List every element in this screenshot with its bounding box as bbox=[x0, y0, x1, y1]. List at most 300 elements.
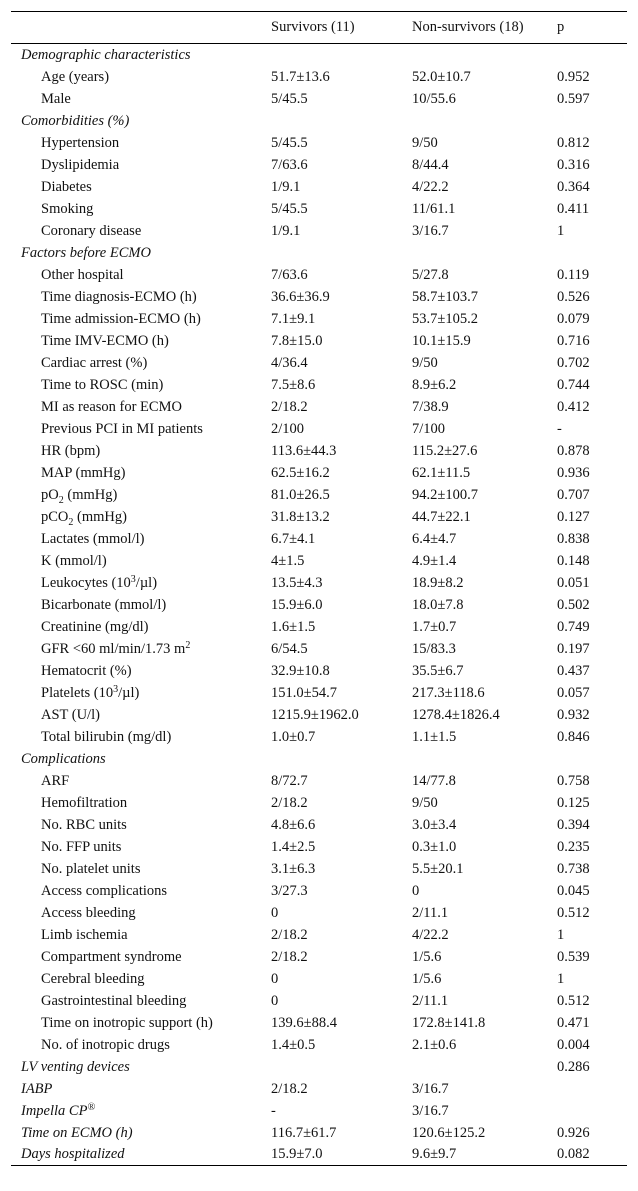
p-value: 0.411 bbox=[557, 200, 590, 217]
non-survivors-value: 120.6±125.2 bbox=[412, 1124, 486, 1141]
section-label bbox=[11, 1056, 261, 1078]
p-value: 0.082 bbox=[547, 1144, 627, 1166]
survivors-value: 62.5±16.2 bbox=[271, 464, 330, 481]
row-label-text: MAP (mmHg) bbox=[41, 464, 126, 481]
comparison-table bbox=[11, 11, 627, 1166]
p-value: 0.127 bbox=[557, 508, 590, 525]
row-label-text: Days hospitalized bbox=[21, 1146, 125, 1163]
non-survivors-value bbox=[402, 44, 547, 66]
p-value: 0.597 bbox=[557, 90, 590, 107]
survivors-value: 4.8±6.6 bbox=[271, 816, 316, 833]
p-value: 0.437 bbox=[557, 662, 590, 679]
row-label bbox=[11, 858, 261, 880]
table-row bbox=[11, 880, 627, 902]
non-survivors-value: 10/55.6 bbox=[412, 90, 456, 107]
row-label bbox=[11, 264, 261, 286]
survivors-value: 81.0±26.5 bbox=[271, 486, 330, 503]
non-survivors-value: 8.9±6.2 bbox=[412, 376, 457, 393]
survivors-value: 4±1.5 bbox=[271, 552, 305, 569]
row-label bbox=[11, 418, 261, 440]
survivors-value: 7.1±9.1 bbox=[271, 310, 316, 327]
non-survivors-value: 9/50 bbox=[412, 794, 438, 811]
row-label bbox=[11, 726, 261, 748]
row-label-suffix: /µl) bbox=[135, 574, 158, 591]
row-label-suffix: (mmHg) bbox=[63, 486, 118, 503]
p-value bbox=[547, 748, 627, 770]
row-label-text: Compartment syndrome bbox=[41, 948, 182, 965]
row-label bbox=[11, 814, 261, 836]
p-value: 0.702 bbox=[557, 354, 590, 371]
survivors-value: 139.6±88.4 bbox=[271, 1014, 337, 1031]
row-label-text: Complications bbox=[21, 750, 106, 767]
row-label-text: Hypertension bbox=[41, 134, 120, 151]
survivors-value: 3/27.3 bbox=[271, 882, 308, 899]
row-label-text: Diabetes bbox=[41, 178, 92, 195]
non-survivors-value: 18.0±7.8 bbox=[412, 596, 464, 613]
non-survivors-value: 9/50 bbox=[412, 134, 438, 151]
table-row bbox=[11, 264, 627, 286]
table-row bbox=[11, 990, 627, 1012]
p-value: 0.079 bbox=[557, 310, 590, 327]
row-label bbox=[11, 594, 261, 616]
survivors-value: 151.0±54.7 bbox=[271, 684, 337, 701]
survivors-value: 0 bbox=[271, 970, 279, 987]
table-row bbox=[11, 968, 627, 990]
table-row bbox=[11, 418, 627, 440]
survivors-value: 1/9.1 bbox=[271, 178, 301, 195]
survivors-value: 36.6±36.9 bbox=[271, 288, 330, 305]
table-row bbox=[11, 132, 627, 154]
row-label bbox=[11, 902, 261, 924]
row-label bbox=[11, 1012, 261, 1034]
row-label bbox=[11, 66, 261, 88]
row-label bbox=[11, 770, 261, 792]
table-row bbox=[11, 836, 627, 858]
header-p-value: p bbox=[547, 12, 627, 44]
table-row bbox=[11, 682, 627, 704]
table-row bbox=[11, 1012, 627, 1034]
non-survivors-value: 1.1±1.5 bbox=[412, 728, 457, 745]
non-survivors-value: 35.5±6.7 bbox=[412, 662, 464, 679]
row-label-text: IABP bbox=[21, 1080, 53, 1097]
non-survivors-value bbox=[402, 110, 547, 132]
p-value: 0.197 bbox=[557, 640, 590, 657]
table-row bbox=[11, 66, 627, 88]
survivors-value bbox=[261, 242, 402, 264]
p-value bbox=[547, 1078, 627, 1100]
row-label-text: Smoking bbox=[41, 200, 94, 217]
p-value: 0.749 bbox=[557, 618, 590, 635]
table-body bbox=[11, 44, 627, 1166]
row-label-text: MI as reason for ECMO bbox=[41, 398, 182, 415]
survivors-value bbox=[261, 748, 402, 770]
survivors-value: - bbox=[271, 1102, 276, 1119]
section-label bbox=[11, 1122, 261, 1144]
p-value bbox=[547, 242, 627, 264]
section-row bbox=[11, 1122, 627, 1144]
row-label bbox=[11, 528, 261, 550]
section-label bbox=[11, 110, 261, 132]
table-row bbox=[11, 396, 627, 418]
non-survivors-value bbox=[402, 748, 547, 770]
row-label-text: Hemofiltration bbox=[41, 794, 128, 811]
p-value: 0.051 bbox=[557, 574, 590, 591]
section-label bbox=[11, 44, 261, 66]
row-label-text: Dyslipidemia bbox=[41, 156, 120, 173]
row-label-text: No. of inotropic drugs bbox=[41, 1036, 170, 1053]
section-row bbox=[11, 110, 627, 132]
row-label-text: Previous PCI in MI patients bbox=[41, 420, 203, 437]
non-survivors-value: 4/22.2 bbox=[412, 178, 449, 195]
non-survivors-value: 2/11.1 bbox=[412, 992, 449, 1009]
non-survivors-value: 5/27.8 bbox=[412, 266, 449, 283]
row-label bbox=[11, 220, 261, 242]
row-label-text: Hematocrit (%) bbox=[41, 662, 132, 679]
non-survivors-value: 7/38.9 bbox=[412, 398, 449, 415]
non-survivors-value bbox=[402, 1056, 547, 1078]
survivors-value: 5/45.5 bbox=[271, 90, 308, 107]
non-survivors-value: 217.3±118.6 bbox=[412, 684, 485, 701]
row-label bbox=[11, 968, 261, 990]
row-label bbox=[11, 176, 261, 198]
non-survivors-value: 3/16.7 bbox=[412, 1102, 449, 1119]
non-survivors-value: 3.0±3.4 bbox=[412, 816, 457, 833]
table-row bbox=[11, 176, 627, 198]
p-value: 0.926 bbox=[557, 1124, 590, 1141]
p-value: 0.412 bbox=[557, 398, 590, 415]
survivors-value: 51.7±13.6 bbox=[271, 68, 330, 85]
survivors-value: 116.7±61.7 bbox=[271, 1124, 337, 1141]
table-row bbox=[11, 550, 627, 572]
survivors-value: 13.5±4.3 bbox=[271, 574, 323, 591]
survivors-value: 1.6±1.5 bbox=[271, 618, 316, 635]
row-label-text: pCO bbox=[41, 508, 69, 525]
data-table-container bbox=[11, 11, 627, 1166]
row-label bbox=[11, 792, 261, 814]
section-row bbox=[11, 1078, 627, 1100]
survivors-value: 1.4±2.5 bbox=[271, 838, 316, 855]
survivors-value: 2/18.2 bbox=[271, 926, 308, 943]
row-label bbox=[11, 308, 261, 330]
p-value: 0.846 bbox=[557, 728, 590, 745]
section-row bbox=[11, 1144, 627, 1166]
table-row bbox=[11, 924, 627, 946]
table-row bbox=[11, 462, 627, 484]
p-value bbox=[547, 44, 627, 66]
row-label-text: Time diagnosis-ECMO (h) bbox=[41, 288, 197, 305]
row-label-text: Time on inotropic support (h) bbox=[41, 1014, 213, 1031]
survivors-value: 15.9±6.0 bbox=[271, 596, 323, 613]
p-value: 0.738 bbox=[557, 860, 590, 877]
non-survivors-value: 11/61.1 bbox=[412, 200, 456, 217]
section-row bbox=[11, 44, 627, 66]
non-survivors-value: 18.9±8.2 bbox=[412, 574, 464, 591]
non-survivors-value: 10.1±15.9 bbox=[412, 332, 471, 349]
table-row bbox=[11, 638, 627, 660]
table-row bbox=[11, 440, 627, 462]
section-label bbox=[11, 1078, 261, 1100]
section-label bbox=[11, 1100, 261, 1122]
row-label-text: LV venting devices bbox=[21, 1058, 130, 1075]
non-survivors-value: 14/77.8 bbox=[412, 772, 456, 789]
row-label-text: GFR <60 ml/min/1.73 m bbox=[41, 640, 186, 657]
survivors-value bbox=[261, 44, 402, 66]
p-value: 1 bbox=[557, 222, 565, 239]
non-survivors-value: 15/83.3 bbox=[412, 640, 456, 657]
row-label-text: Platelets (10 bbox=[41, 684, 114, 701]
survivors-value: 2/18.2 bbox=[271, 948, 308, 965]
non-survivors-value: 4/22.2 bbox=[412, 926, 449, 943]
p-value: 0.758 bbox=[557, 772, 590, 789]
row-label-superscript: 3 bbox=[130, 573, 136, 585]
p-value: 0.148 bbox=[557, 552, 590, 569]
survivors-value: 0 bbox=[271, 904, 279, 921]
section-row bbox=[11, 1100, 627, 1122]
table-row bbox=[11, 858, 627, 880]
survivors-value: 4/36.4 bbox=[271, 354, 308, 371]
row-label-subscript: 2 bbox=[68, 516, 74, 528]
row-label-text: No. platelet units bbox=[41, 860, 141, 877]
row-label bbox=[11, 374, 261, 396]
section-row bbox=[11, 242, 627, 264]
row-label bbox=[11, 990, 261, 1012]
row-label-text: Cardiac arrest (%) bbox=[41, 354, 148, 371]
table-row bbox=[11, 330, 627, 352]
row-label-text: Time admission-ECMO (h) bbox=[41, 310, 201, 327]
non-survivors-value: 94.2±100.7 bbox=[412, 486, 478, 503]
p-value: 0.512 bbox=[557, 904, 590, 921]
row-label bbox=[11, 550, 261, 572]
row-label-text: Total bilirubin (mg/dl) bbox=[41, 728, 172, 745]
survivors-value: 2/18.2 bbox=[271, 794, 308, 811]
row-label-text: Creatinine (mg/dl) bbox=[41, 618, 149, 635]
table-row bbox=[11, 88, 627, 110]
non-survivors-value: 4.9±1.4 bbox=[412, 552, 457, 569]
row-label-text: Factors before ECMO bbox=[21, 244, 151, 261]
survivors-value: 6.7±4.1 bbox=[271, 530, 316, 547]
survivors-value bbox=[261, 1056, 402, 1078]
row-label bbox=[11, 198, 261, 220]
p-value: 0.286 bbox=[557, 1058, 590, 1075]
row-label bbox=[11, 946, 261, 968]
survivors-value: 2/18.2 bbox=[271, 398, 308, 415]
table-row bbox=[11, 770, 627, 792]
non-survivors-value: 172.8±141.8 bbox=[412, 1014, 486, 1031]
row-label-text: HR (bpm) bbox=[41, 442, 101, 459]
row-label-text: Impella CP bbox=[21, 1102, 88, 1119]
row-label bbox=[11, 154, 261, 176]
survivors-value: 3.1±6.3 bbox=[271, 860, 316, 877]
non-survivors-value: 1/5.6 bbox=[412, 948, 442, 965]
row-label bbox=[11, 880, 261, 902]
row-label-text: Other hospital bbox=[41, 266, 124, 283]
non-survivors-value: 3/16.7 bbox=[412, 1080, 449, 1097]
row-label-text: Coronary disease bbox=[41, 222, 142, 239]
row-label bbox=[11, 1034, 261, 1056]
section-label bbox=[11, 1144, 261, 1166]
row-label bbox=[11, 396, 261, 418]
non-survivors-value: 7/100 bbox=[412, 420, 446, 437]
p-value: 0.502 bbox=[557, 596, 590, 613]
non-survivors-value: 58.7±103.7 bbox=[412, 288, 478, 305]
non-survivors-value: 2/11.1 bbox=[412, 904, 449, 921]
section-row bbox=[11, 748, 627, 770]
row-label-text: K (mmol/l) bbox=[41, 552, 107, 569]
survivors-value: 1.4±0.5 bbox=[271, 1036, 316, 1053]
row-label-suffix: /µl) bbox=[118, 684, 140, 701]
p-value bbox=[547, 110, 627, 132]
row-label bbox=[11, 924, 261, 946]
table-row bbox=[11, 154, 627, 176]
row-label bbox=[11, 638, 261, 660]
non-survivors-value: 6.4±4.7 bbox=[412, 530, 457, 547]
survivors-value bbox=[261, 110, 402, 132]
non-survivors-value: 2.1±0.6 bbox=[412, 1036, 457, 1053]
row-label-superscript: ® bbox=[87, 1101, 96, 1113]
p-value: 0.119 bbox=[557, 266, 590, 283]
table-header-row bbox=[11, 12, 627, 44]
non-survivors-value: 9/50 bbox=[412, 354, 438, 371]
p-value: 0.364 bbox=[557, 178, 590, 195]
row-label bbox=[11, 440, 261, 462]
p-value: 0.057 bbox=[557, 684, 590, 701]
row-label-text: ARF bbox=[41, 772, 70, 789]
section-label bbox=[11, 242, 261, 264]
row-label-text: Time IMV-ECMO (h) bbox=[41, 332, 169, 349]
table-row bbox=[11, 528, 627, 550]
table-row bbox=[11, 726, 627, 748]
row-label-suffix: (mmHg) bbox=[73, 508, 127, 525]
row-label bbox=[11, 462, 261, 484]
row-label-text: Access complications bbox=[41, 882, 168, 899]
row-label-subscript: 2 bbox=[58, 494, 64, 506]
row-label bbox=[11, 682, 261, 704]
p-value: 0.045 bbox=[557, 882, 590, 899]
survivors-value: 2/100 bbox=[271, 420, 305, 437]
p-value bbox=[547, 1100, 627, 1122]
p-value: 0.004 bbox=[557, 1036, 590, 1053]
non-survivors-value: 3/16.7 bbox=[412, 222, 449, 239]
row-label-text: No. RBC units bbox=[41, 816, 127, 833]
row-label bbox=[11, 506, 261, 528]
row-label bbox=[11, 660, 261, 682]
row-label-text: Male bbox=[41, 90, 71, 107]
p-value: 0.707 bbox=[557, 486, 590, 503]
survivors-value: 7.8±15.0 bbox=[271, 332, 323, 349]
row-label-text: Limb ischemia bbox=[41, 926, 128, 943]
survivors-value: 7/63.6 bbox=[271, 266, 308, 283]
table-row bbox=[11, 814, 627, 836]
survivors-value: 7/63.6 bbox=[271, 156, 308, 173]
p-value: 0.512 bbox=[557, 992, 590, 1009]
row-label-text: Demographic characteristics bbox=[21, 47, 191, 64]
table-row bbox=[11, 352, 627, 374]
section-row bbox=[11, 1056, 627, 1078]
table-row bbox=[11, 660, 627, 682]
section-label bbox=[11, 748, 261, 770]
row-label-text: Cerebral bleeding bbox=[41, 970, 145, 987]
row-label bbox=[11, 572, 261, 594]
row-label-text: Leukocytes (10 bbox=[41, 574, 131, 591]
survivors-value: 5/45.5 bbox=[271, 134, 308, 151]
p-value: 0.394 bbox=[557, 816, 590, 833]
table-row bbox=[11, 594, 627, 616]
non-survivors-value: 52.0±10.7 bbox=[412, 68, 471, 85]
table-row bbox=[11, 572, 627, 594]
table-row bbox=[11, 616, 627, 638]
p-value: 1 bbox=[557, 926, 565, 943]
row-label bbox=[11, 132, 261, 154]
table-row bbox=[11, 484, 627, 506]
table-row bbox=[11, 198, 627, 220]
row-label bbox=[11, 836, 261, 858]
row-label-text: Age (years) bbox=[41, 68, 110, 85]
row-label-text: Bicarbonate (mmol/l) bbox=[41, 596, 167, 613]
row-label-text: No. FFP units bbox=[41, 838, 122, 855]
table-row bbox=[11, 946, 627, 968]
p-value: 0.932 bbox=[557, 706, 590, 723]
row-label-superscript: 2 bbox=[185, 639, 191, 651]
table-row bbox=[11, 1034, 627, 1056]
survivors-value: 1/9.1 bbox=[271, 222, 301, 239]
p-value: 0.526 bbox=[557, 288, 590, 305]
non-survivors-value: 44.7±22.1 bbox=[412, 508, 471, 525]
p-value: 0.952 bbox=[557, 68, 590, 85]
non-survivors-value: 53.7±105.2 bbox=[412, 310, 478, 327]
p-value: 0.716 bbox=[557, 332, 590, 349]
p-value: 0.812 bbox=[557, 134, 590, 151]
survivors-value: 15.9±7.0 bbox=[261, 1144, 402, 1166]
non-survivors-value: 8/44.4 bbox=[412, 156, 449, 173]
row-label-text: Time on ECMO (h) bbox=[21, 1124, 133, 1141]
non-survivors-value: 0 bbox=[412, 882, 420, 899]
survivors-value: 0 bbox=[271, 992, 279, 1009]
survivors-value: 8/72.7 bbox=[271, 772, 308, 789]
non-survivors-value: 1/5.6 bbox=[412, 970, 442, 987]
p-value: 0.936 bbox=[557, 464, 590, 481]
row-label bbox=[11, 484, 261, 506]
row-label-text: Access bleeding bbox=[41, 904, 136, 921]
row-label-text: Gastrointestinal bleeding bbox=[41, 992, 187, 1009]
p-value: 0.744 bbox=[557, 376, 590, 393]
survivors-value: 7.5±8.6 bbox=[271, 376, 316, 393]
non-survivors-value: 5.5±20.1 bbox=[412, 860, 464, 877]
row-label bbox=[11, 616, 261, 638]
table-row bbox=[11, 286, 627, 308]
row-label bbox=[11, 330, 261, 352]
p-value: 0.235 bbox=[557, 838, 590, 855]
survivors-value: 113.6±44.3 bbox=[271, 442, 337, 459]
row-label-superscript: 3 bbox=[113, 683, 119, 695]
survivors-value: 31.8±13.2 bbox=[271, 508, 330, 525]
non-survivors-value: 1278.4±1826.4 bbox=[412, 706, 500, 723]
non-survivors-value bbox=[402, 242, 547, 264]
row-label-text: Comorbidities (%) bbox=[21, 112, 130, 129]
table-row bbox=[11, 374, 627, 396]
p-value: 1 bbox=[557, 970, 565, 987]
non-survivors-value: 62.1±11.5 bbox=[412, 464, 471, 481]
p-value: - bbox=[557, 420, 562, 437]
table-row bbox=[11, 902, 627, 924]
p-value: 0.838 bbox=[557, 530, 590, 547]
header-label-column bbox=[11, 12, 261, 44]
survivors-value: 5/45.5 bbox=[271, 200, 308, 217]
row-label bbox=[11, 352, 261, 374]
survivors-value: 1.0±0.7 bbox=[271, 728, 316, 745]
row-label-text: pO bbox=[41, 486, 59, 503]
survivors-value: 2/18.2 bbox=[271, 1080, 308, 1097]
header-non-survivors: Non-survivors (18) bbox=[402, 12, 547, 44]
